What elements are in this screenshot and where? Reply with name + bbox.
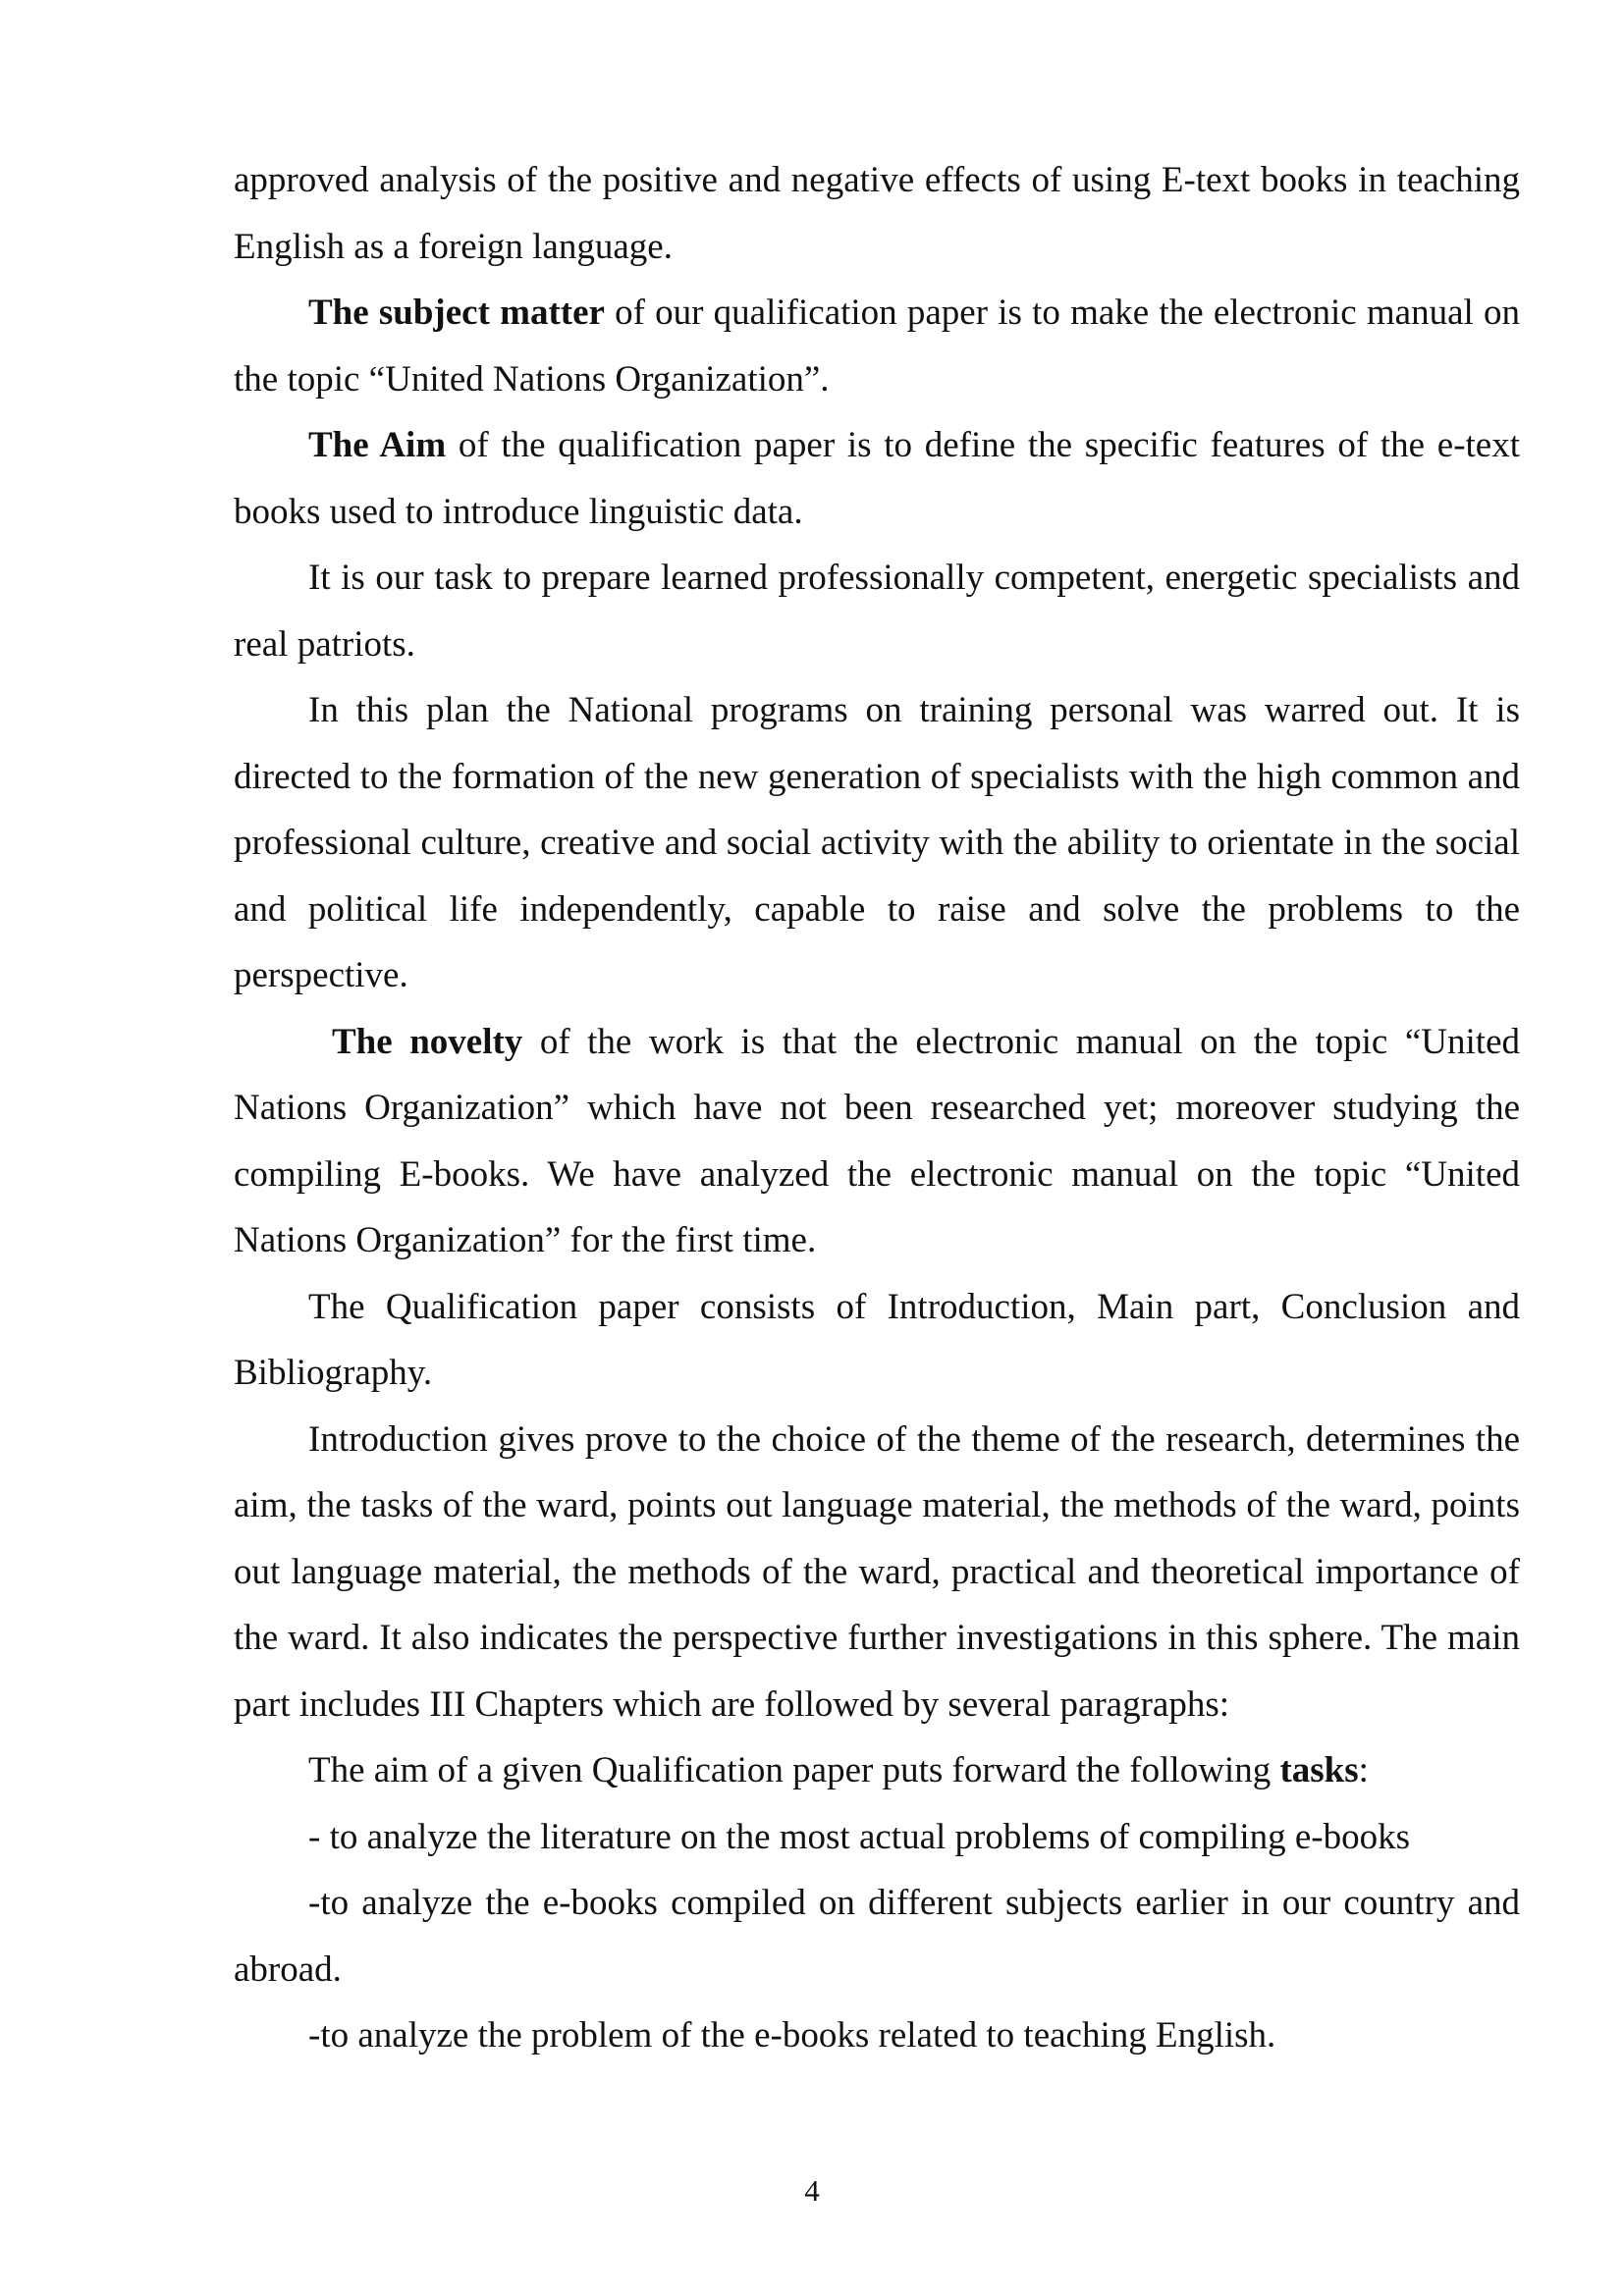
paragraph-aim	[234, 412, 1520, 545]
paragraph-text: The Qualification paper consists of Introduction, Main part, Conclusion and Bibliography.	[234, 1286, 1520, 1393]
paragraph-text: It is our task to prepare learned professionally competent, energetic specialists and real patriots.	[234, 558, 1520, 665]
bold-term: tasks	[1279, 1750, 1359, 1790]
paragraph-tasks-lead	[234, 1737, 1520, 1804]
paragraph-introduction	[234, 1407, 1520, 1738]
paragraph-text: -to analyze the problem of the e-books related to teaching English.	[308, 2015, 1276, 2056]
bold-term: The subject matter	[308, 293, 605, 333]
task-item	[234, 1870, 1520, 2002]
paragraph-text: The aim of a given Qualification paper puts forward the following	[308, 1750, 1280, 1790]
paragraph-analysis-continuation	[234, 147, 1520, 280]
paragraph-text: of the qualification paper is to define the specific features of the e-text books used to introduce linguistic data.	[234, 425, 1520, 532]
paragraph-text: approved analysis of the positive and negative effects of using E-text books in teaching English as a foreign language.	[234, 160, 1520, 267]
task-item	[234, 1804, 1520, 1871]
page-body	[234, 147, 1520, 2069]
paragraph-text: -to analyze the e-books compiled on different subjects earlier in our country and abroad.	[234, 1883, 1520, 1990]
paragraph-novelty	[234, 1009, 1520, 1274]
paragraph-text: of our qualification paper is to make the electronic manual on the topic “United Nations Organization”.	[234, 293, 1520, 400]
bold-term: The Aim	[308, 425, 447, 465]
paragraph-subject-matter	[234, 280, 1520, 412]
paragraph-text: In this plan the National programs on training personal was warred out. It is directed to the formation of the new generation of specialists with the high common and professional culture, creative and social activity with the ability to orientate in the social and political life independently, capable to raise and solve the problems to the perspective.	[234, 690, 1520, 995]
page-number: 4	[804, 2173, 820, 2208]
paragraph-text: Introduction gives prove to the choice of the theme of the research, determines the aim, the tasks of the ward, points out language material, the methods of the ward, points out language material, the methods of the ward, practical and theoretical importance of the ward. It also indicates the perspective further investigations in this sphere. The main part includes III Chapters which are followed by several paragraphs:	[234, 1418, 1520, 1725]
paragraph-structure	[234, 1274, 1520, 1407]
paragraph-national-programs	[234, 677, 1520, 1009]
task-item	[234, 2002, 1520, 2069]
paragraph-text: of the work is that the electronic manual on the topic “United Nations Organization” which have not been researched yet; moreover studying the compiling E-books. We have analyzed the electronic manual on the topic “United Nations Organization” for the first time.	[234, 1021, 1520, 1260]
bold-term: The novelty	[332, 1021, 523, 1062]
paragraph-text: - to analyze the literature on the most actual problems of compiling e-books	[308, 1816, 1410, 1857]
paragraph-task	[234, 545, 1520, 677]
paragraph-text: :	[1358, 1750, 1369, 1790]
